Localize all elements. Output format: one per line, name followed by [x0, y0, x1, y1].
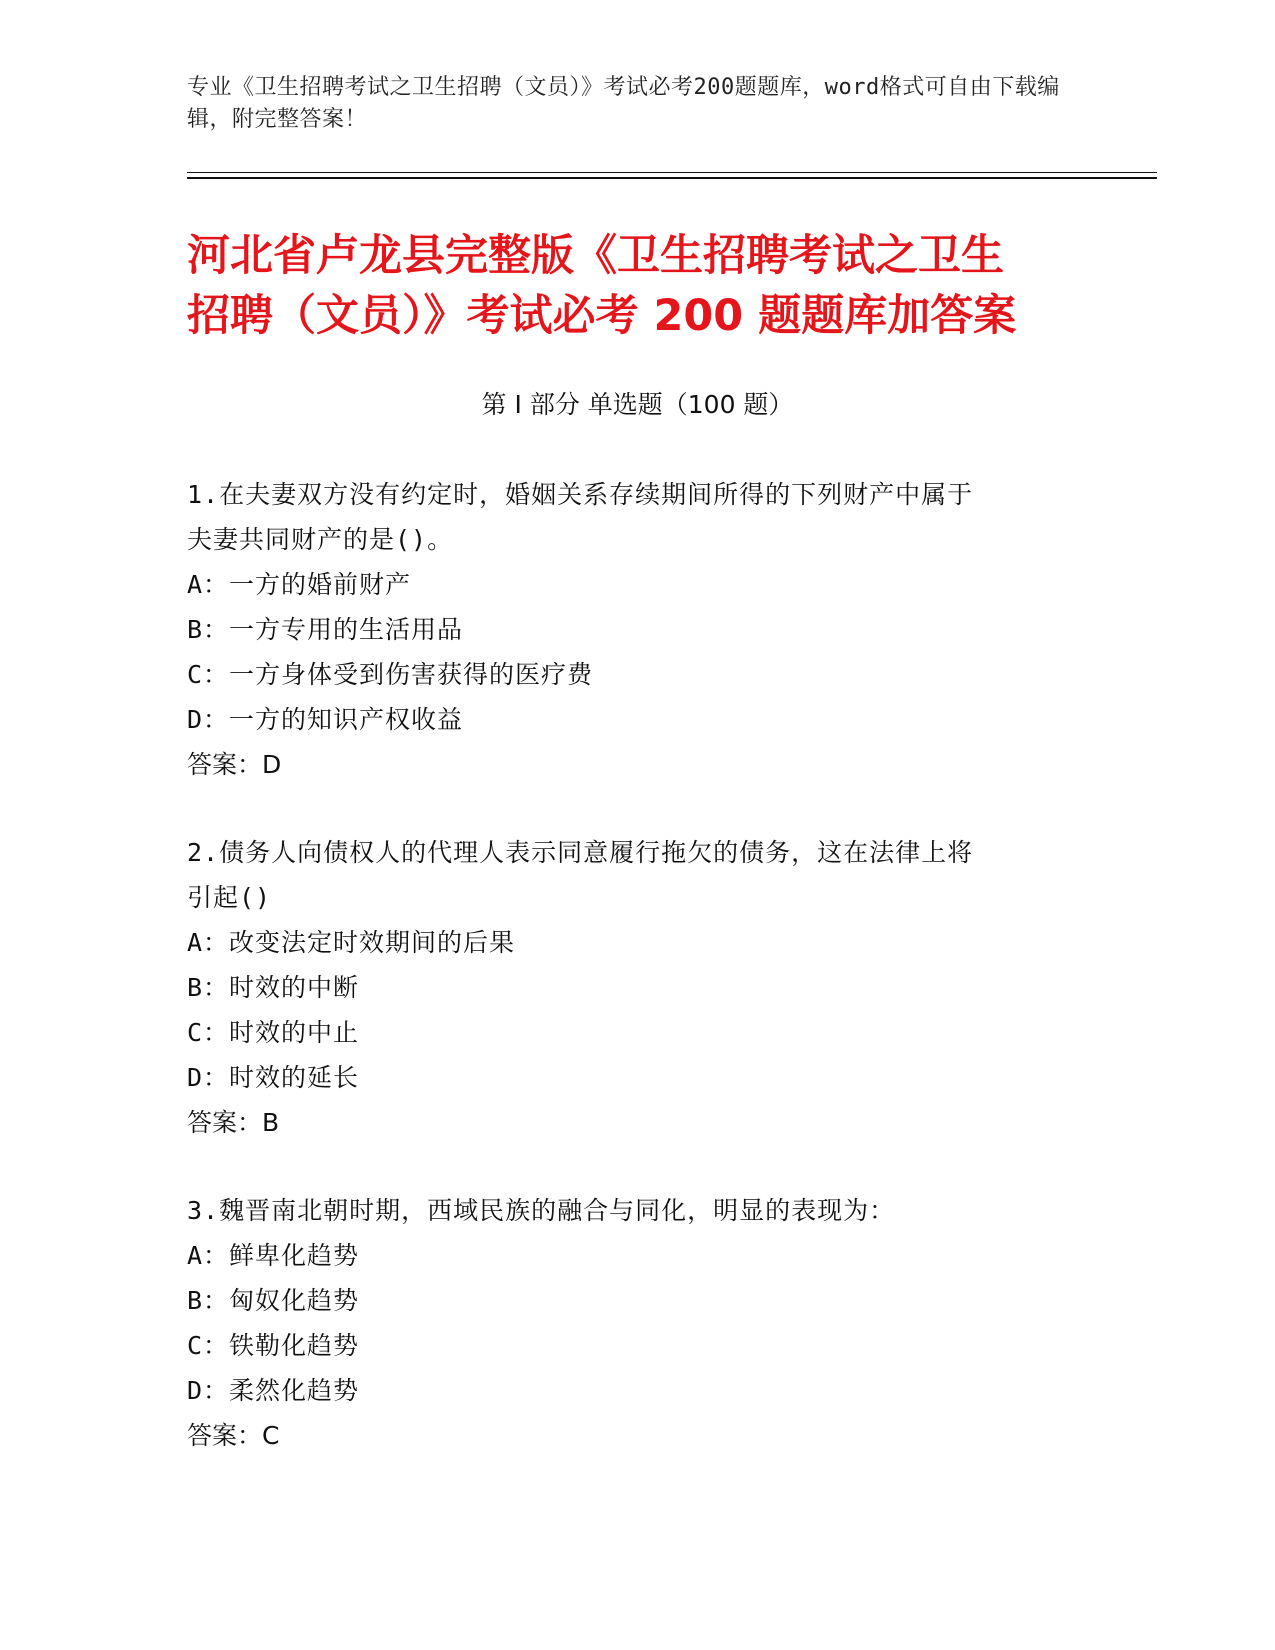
option-d: D：一方的知识产权收益: [187, 705, 464, 734]
option-c: C：一方身体受到伤害获得的医疗费: [187, 660, 594, 689]
header-divider-thin: [187, 172, 1157, 173]
header-note: 专业《卫生招聘考试之卫生招聘（文员）》考试必考200题题库，word格式可自由下载编辑，附完整答案！: [187, 75, 1060, 132]
answer: 答案：B: [187, 1108, 280, 1137]
option-a: A：改变法定时效期间的后果: [187, 928, 516, 957]
question-1: [187, 472, 1067, 787]
option-b: B：时效的中断: [187, 973, 360, 1002]
title-line-1: 河北省卢龙县完整版《卫生招聘考试之卫生: [187, 231, 1004, 281]
question-stem-line: 3.魏晋南北朝时期，西域民族的融合与同化，明显的表现为：: [187, 1196, 896, 1225]
question-stem-line: 1.在夫妻双方没有约定时，婚姻关系存续期间所得的下列财产中属于: [187, 480, 974, 509]
answer: 答案：D: [187, 750, 282, 779]
option-b: B：一方专用的生活用品: [187, 615, 464, 644]
question-3: [187, 1188, 1067, 1458]
option-a: A：鲜卑化趋势: [187, 1241, 360, 1270]
header-divider-thick: [187, 177, 1157, 179]
option-b: B：匈奴化趋势: [187, 1286, 360, 1315]
document-title: [187, 226, 1087, 346]
option-c: C：铁勒化趋势: [187, 1331, 360, 1360]
question-stem-line: 引起(): [187, 883, 272, 912]
option-d: D：柔然化趋势: [187, 1376, 360, 1405]
question-2: [187, 830, 1067, 1145]
title-line-2: 招聘（文员）》考试必考 200 题题库加答案: [187, 291, 1017, 341]
question-stem-line: 夫妻共同财产的是()。: [187, 525, 454, 554]
option-a: A：一方的婚前财产: [187, 570, 412, 599]
option-d: D：时效的延长: [187, 1063, 360, 1092]
section-title: 第 I 部分 单选题（100 题）: [481, 390, 794, 419]
option-c: C：时效的中止: [187, 1018, 360, 1047]
answer: 答案：C: [187, 1421, 280, 1450]
question-stem-line: 2.债务人向债权人的代理人表示同意履行拖欠的债务，这在法律上将: [187, 838, 974, 867]
